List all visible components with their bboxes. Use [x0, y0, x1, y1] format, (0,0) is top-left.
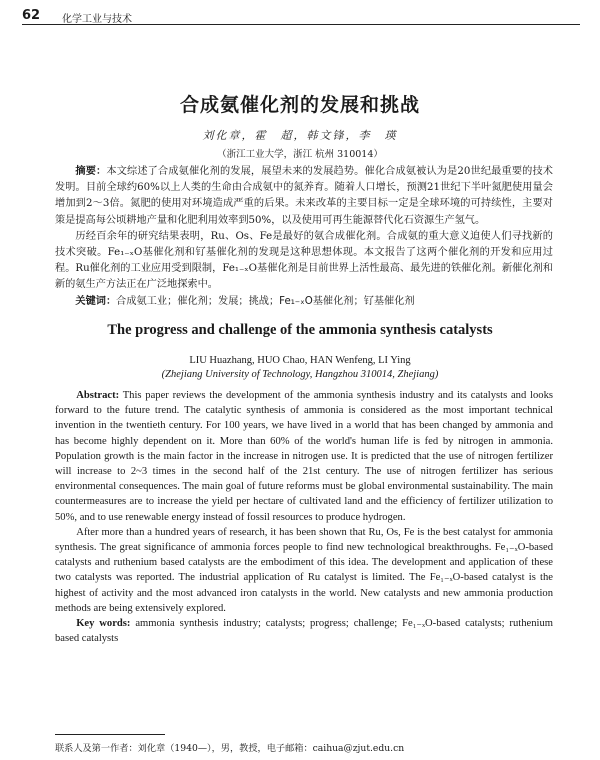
- english-affiliation: (Zhejiang University of Technology, Hangzhou 310014, Zhejiang): [161, 369, 439, 380]
- chinese-keywords-text: 合成氨工业；催化剂；发展；挑战；Fe₁₋ₓO基催化剂；钌基催化剂: [116, 295, 415, 307]
- chinese-affiliation: （浙江工业大学，浙江 杭州 310014）: [217, 149, 383, 160]
- english-abstract-text-1: This paper reviews the development of the ammonia synthesis industry and its catalysts and looks forward to the future trend. The catalytic synthesis of ammonia is considered as the most important technical invention in the twentieth century. For 100 years, we have lived in a world that has been changed by ammonia and has become highly dependent on it. More than 60% of the world's human life is fed by nitrogen in ammonia. Population growth is the main factor in the increase in nitrogen use. It is predicted that the use of nitrogen fertilizer will increase to 2~3 times in the second half of the 21st century. The use of nitrogen fertilizer has serious environmental consequences. The main goal of future reforms must be global environmental sustainability. The main countermeasures are to increase the yield per hectare of cultivated land and the efficiency of fertilizer utilization to 50%, and to use renewable energy instead of fossil resources to produce hydrogen.: [55, 390, 553, 523]
- header-rule: [22, 24, 580, 25]
- chinese-keywords-label: 关键词：: [75, 295, 117, 307]
- english-title: The progress and challenge of the ammonia synthesis catalysts: [107, 322, 493, 338]
- english-keywords-label: Key words:: [76, 618, 131, 630]
- chinese-abstract-paragraph-1: [55, 164, 553, 229]
- chinese-abstract-paragraph-2: 历经百余年的研究结果表明，Ru、Os、Fe是最好的氨合成催化剂。合成氨的重大意义迫使人们寻找新的技术突破。Fe₁₋ₓO基催化剂和钌基催化剂的发现是这种思想体现。本文报告了这两个催化剂的开发和应用过程。Ru催化剂的工业应用受到限制，Fe₁₋ₓO基催化剂是目前世界上活性最高、最先进的铁催化剂。新催化剂和新的氨生产方法正在广泛地探索中。: [55, 230, 553, 291]
- english-abstract-label: Abstract:: [76, 390, 120, 401]
- english-abstract: [55, 388, 553, 646]
- chinese-title: 合成氨催化剂的发展和挑战: [179, 94, 420, 116]
- chinese-keywords: [55, 294, 553, 310]
- english-keywords-text: ammonia synthesis industry; catalysts; progress; challenge; Fe₁₋ₓO-based catalysts; ruthenium based catalysts: [55, 618, 553, 645]
- chinese-authors: 刘化章，霍 超，韩文锋，李 瑛: [202, 129, 398, 142]
- english-keywords: [55, 616, 553, 646]
- chinese-abstract-label: 摘要：: [75, 166, 107, 177]
- english-authors: LIU Huazhang, HUO Chao, HAN Wenfeng, LI Ying: [189, 355, 411, 366]
- chinese-abstract: [55, 164, 553, 310]
- page-number: 62: [22, 8, 41, 23]
- english-abstract-paragraph-2: After more than a hundred years of research, it has been shown that Ru, Os, Fe is the best catalyst for ammonia synthesis. The great significance of ammonia forces people to find new technological breakthroughs. Fe₁₋ₓO-based catalysts and ruthenium based catalysts are the embodiment of this idea. The development and application of these two catalysts was reported. The industrial application of Ru catalyst is limited. The Fe₁₋ₓO-based catalyst is the highest of activity and the most advanced iron catalysts in the world. New catalysts and new ammonia production methods are being extensively explored.: [55, 526, 553, 614]
- footnote-rule: [55, 734, 165, 735]
- chinese-abstract-text-1: 本文综述了合成氨催化剂的发展，展望未来的发展趋势。催化合成氨被认为是20世纪最重要的技术发明。目前全球约60%以上人类的生命由合成氨中的氮养育。随着人口增长，预测21世纪下半叶氮肥使用量会增加到2～3倍。氮肥的使用对环境造成严重的后果。未来改革的主要目标一定是全球环境的可持续性，主要对策是提高每公顷耕地产量和化肥利用效率到50%，以及使用可再生能源替代化石资源生产氢气。: [55, 166, 553, 226]
- author-footnote: 联系人及第一作者：刘化章（1940—），男，教授，电子邮箱：caihua@zjut.edu.cn: [55, 743, 405, 754]
- english-abstract-paragraph-1: [55, 388, 553, 525]
- journal-name: 化学工业与技术: [62, 14, 132, 25]
